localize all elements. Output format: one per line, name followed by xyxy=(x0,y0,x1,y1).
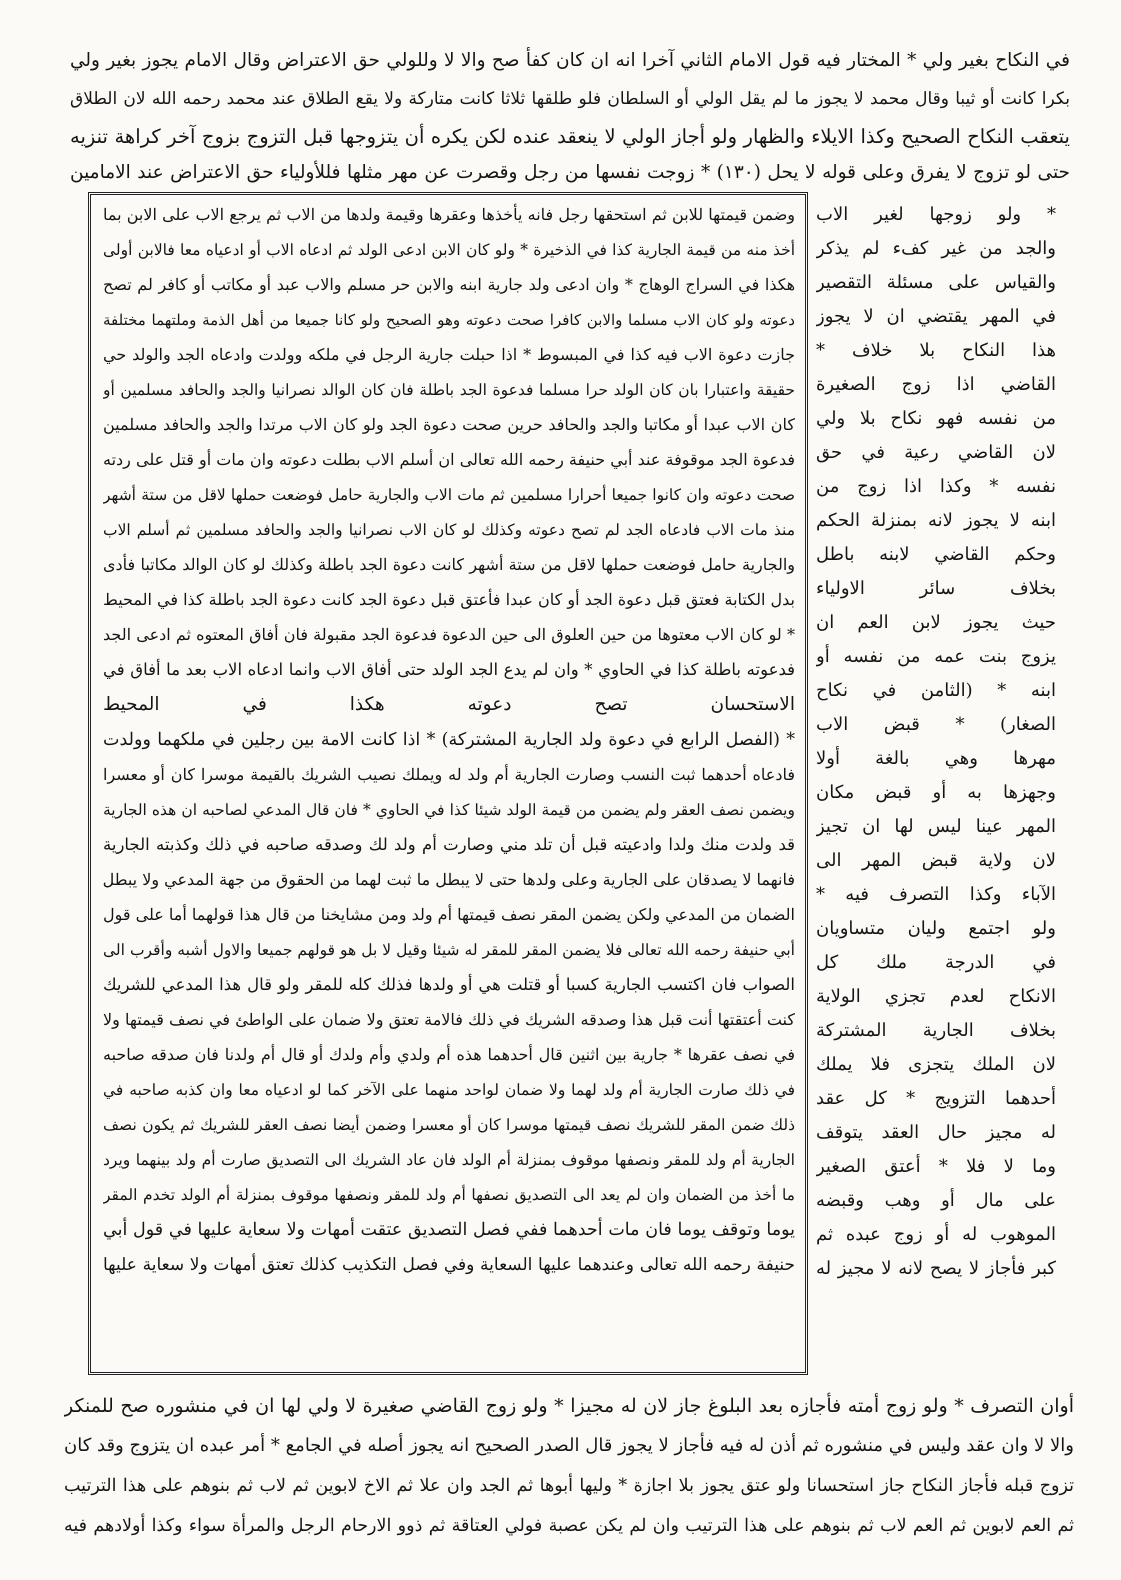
text-line: القاضي اذا زوج الصغيرة xyxy=(816,374,1056,395)
text-line: فانهما لا يصدقان على الجارية وعلى ولدها حتى لا يبطل ما ثبت لهما من الحقوق من جهة المدعي ولا يبطل xyxy=(103,870,795,889)
text-line: أوان التصرف * ولو زوج أمته فأجازه بعد البلوغ جاز لان له مجيزا * ولو زوج القاضي صغيرة لا ولي لها ان في منشوره صح للمنكر xyxy=(64,1395,1074,1417)
text-line: قد ولدت منك ولدا وادعيته قبل أن تلد مني وصارت أم ولد لك وصدقه صاحبه في ذلك وكذبته الجارية xyxy=(103,835,795,854)
text-line: الصواب فان اكتسب الجارية كسبا أو قتلت هي أو ولدها فذلك كله للمقر ولو قال هذا المدعي للشريك xyxy=(103,975,795,994)
text-line: أحدهما التزويج * كل عقد xyxy=(816,1088,1056,1109)
text-line: هذا النكاح بلا خلاف * xyxy=(816,340,1056,361)
text-line: وضمن قيمتها للابن ثم استحقها رجل فانه يأخذها وعقرها وقيمة ولدها من الاب ثم يرجع الاب على الابن بما xyxy=(103,205,795,224)
text-line: والقياس على مسئلة التقصير xyxy=(816,272,1056,293)
text-line: جازت دعوة الاب فيه كذا في المبسوط * اذا حبلت جارية الرجل في ملكه وولدت وادعاه الجد والولد حي xyxy=(103,345,795,364)
text-line: ويضمن نصف العقر ولم يضمن من قيمة الولد شيئا كذا في الحاوي * فان قال المدعي لصاحبه ان هذه الجارية xyxy=(103,801,795,819)
text-line: * ولو زوجها لغير الاب xyxy=(816,204,1056,225)
text-line: له مجيز حال العقد يتوقف xyxy=(816,1122,1056,1143)
text-line: كبر فأجاز لا يصح لانه لا مجيز له xyxy=(816,1258,1056,1279)
text-line: حنيفة رحمه الله تعالى وعندهما عليها السعاية وفي فصل التكذيب كذلك تعتق أمهات ولا سعاية عليها xyxy=(103,1255,795,1275)
text-line: فدعوة الجد موقوفة عند أبي حنيفة رحمه الله تعالى ان أسلم الاب بطلت دعوته وان مات أو قتل على ردته xyxy=(103,450,795,469)
text-line: حتى لو تزوج لا يفرق وعلى قوله لا يحل (١٣٠) * زوجت نفسها من رجل وقصرت عن مهر مثلها فللأولياء حق الاعتراض عند الامامين xyxy=(70,162,1070,183)
text-line: منذ مات الاب فادعاه الجد لم تصح دعوته وكذلك لو كان الاب نصرانيا والجد والحافد مسلمين ثم أسلم الاب xyxy=(103,521,795,539)
text-line: فدعوته باطلة كذا في الحاوي * وان لم يدع الجد الولد حتى أفاق الاب وانما ادعاه الاب بعد ما أفاق في xyxy=(103,660,795,679)
text-line: بدل الكتابة فعتق قبل دعوة الجد أو كان عبدا فأعتق قبل دعوة الجد كانت دعوة الجد باطلة كذا في المحيط xyxy=(103,590,795,609)
text-line: الانكاح لعدم تجزي الولاية xyxy=(816,986,1056,1007)
text-line: وجهزها به أو قبض مكان xyxy=(816,782,1056,803)
text-line: الصغار) * قبض الاب xyxy=(816,714,1056,735)
text-line: مهرها وهي بالغة أولا xyxy=(816,748,1056,769)
text-line: كان الاب عبدا أو مكاتبا والجد والحافد حرين صحت دعوة الجد ولو كان الاب مرتدا والجد والحافد مسلمين xyxy=(103,415,795,434)
text-line: يزوج بنت عمه من نفسه أو xyxy=(816,646,1056,667)
text-line: الاستحسان تصح دعوته هكذا في المحيط xyxy=(103,694,795,715)
text-line: في النكاح بغير ولي * المختار فيه قول الامام الثاني آخرا انه ان كان كفأ صح والا لا وللولي حق الاعتراض وقال الامام يجوز بغير ولي xyxy=(70,50,1070,71)
text-line: نفسه * وكذا اذا زوج من xyxy=(816,476,1056,497)
text-line: والجارية حامل فوضعت حملها لاقل من ستة أشهر كانت دعوة الجد باطلة وكذلك لو كان الوالد مكاتبا فأدى xyxy=(103,555,795,574)
text-line: في الدرجة ملك كل xyxy=(816,952,1056,973)
text-line: لان القاضي رعية في حق xyxy=(816,442,1056,463)
text-line: هكذا في السراج الوهاج * وان ادعى ولد جارية ابنه والابن حر مسلم والاب عبد أو مكاتب أو كافر لم تصح xyxy=(103,275,795,294)
text-line: دعوته ولو كان الاب مسلما والابن كافرا صحت دعوته وهو الصحيح ولو كانا جميعا من أهل الذمة وملتهما مختلفة xyxy=(103,311,795,329)
text-line: في المهر يقتضي ان لا يجوز xyxy=(816,306,1056,327)
text-line: تزوج قبله فأجاز النكاح جاز استحسانا ولو عتق يجوز بلا اجازة * وليها أبوها ثم الجد وان علا ثم الاخ لابوين ثم لاب ثم بنوهم على هذا الترتيب xyxy=(64,1476,1074,1496)
text-line: الجارية أم ولد للمقر ونصفها موقوف بمنزلة أم الولد فان عاد الشريك الى التصديق صارت أم ولد بينهما ويرد xyxy=(103,1151,795,1169)
text-line: ولو اجتمع وليان متساويان xyxy=(816,918,1056,939)
text-line: يتعقب النكاح الصحيح وكذا الايلاء والظهار ولو أجاز الولي لا ينعقد عنده لكن يكره أن يتزوجها قبل التزوج بزوج آخر كراهة تنزيه xyxy=(70,125,1070,148)
text-line: الآباء وكذا التصرف فيه * xyxy=(816,884,1056,905)
text-line: في نصف عقرها * جارية بين اثنين قال أحدهما هذه أم ولدي وأم ولدك أو قال أم ولدنا فان صدقه صاحبه xyxy=(103,1045,795,1064)
text-line: * لو كان الاب معتوها من حين العلوق الى حين الدعوة فدعوة الجد مقبولة فان أفاق المعتوه ثم ادعى الجد xyxy=(103,625,795,644)
text-line: فادعاه أحدهما ثبت النسب وصارت الجارية أم ولد له ويملك نصيب الشريك بالقيمة موسرا كان أو معسرا xyxy=(103,765,795,784)
text-line: لان ولاية قبض المهر الى xyxy=(816,850,1056,871)
text-line: بكرا كانت أو ثيبا وقال محمد لا يجوز ما لم يقل الولي أو السلطان فلو طلقها ثلاثا كانت متاركة ولا يقع الطلاق عند محمد رحمه الله لان الطلاق xyxy=(70,89,1070,109)
text-line: بخلاف سائر الاولياء xyxy=(816,578,1056,599)
text-line: ثم العم لابوين ثم العم لاب ثم بنوهم على هذا الترتيب وان لم يكن عصبة فولي العتاقة ثم ذوو الارحام الرجل والمرأة سواء وكذا أولادهم فيه xyxy=(64,1516,1074,1536)
text-line: يوما وتوقف يوما فان مات أحدهما ففي فصل التصديق عتقت أمهات ولا سعاية عليها في قول أبي xyxy=(103,1220,795,1240)
text-line: ابنه * (الثامن في نكاح xyxy=(816,680,1056,701)
text-line: على مال أو وهب وقبضه xyxy=(816,1190,1056,1211)
text-line: حيث يجوز لابن العم ان xyxy=(816,612,1056,633)
text-line: ما أخذ من الضمان وان لم يعد الى التصديق نصفها أم ولد للمقر ونصفها موقوف بمنزلة أم الولد تخدم المقر xyxy=(103,1186,795,1204)
text-line: الموهوب له أو زوج عبده ثم xyxy=(816,1224,1056,1245)
text-line: حقيقة واعتبارا بان كان الولد حرا مسلما فدعوة الجد باطلة فان كان الوالد نصرانيا والجد والحافد مسلمين أو xyxy=(103,381,795,399)
text-line: والا لا وان عقد وليس في منشوره ثم أذن له فيه فأجاز لا يجوز قال الصدر الصحيح انه يجوز أصله في الجامع * أمر عبده ان يتزوج وقد كان xyxy=(64,1435,1074,1456)
text-line: صحت دعوته وان كانوا جميعا أحرارا مسلمين ثم مات الاب والجارية حامل فوضعت حملها لاقل من ستة أشهر xyxy=(103,486,795,504)
text-line: بخلاف الجارية المشتركة xyxy=(816,1020,1056,1041)
text-line: أبي حنيفة رحمه الله تعالى فلا يضمن المقر للمقر له شيئا وقيل لا بل هو قولهم جميعا والاول أشبه وأقرب الى xyxy=(103,941,795,959)
text-line: من نفسه فهو نكاح بلا ولي xyxy=(816,408,1056,429)
text-line: والجد من غير كفء لم يذكر xyxy=(816,238,1056,259)
text-line: المهر عينا ليس لها ان تجيز xyxy=(816,816,1056,837)
text-line: وحكم القاضي لابنه باطل xyxy=(816,544,1056,565)
text-line: ابنه لا يجوز لانه بمنزلة الحكم xyxy=(816,510,1056,531)
text-line: * (الفصل الرابع في دعوة ولد الجارية المشتركة) * اذا كانت الامة بين رجلين في ملكهما وولدت xyxy=(103,730,795,750)
text-line: في ذلك صارت الجارية أم ولد لهما ولا ضمان لواحد منهما على الآخر كما لو ادعياه معا وان كذبه صاحبه في xyxy=(103,1081,795,1099)
text-line: أخذ منه من قيمة الجارية كذا في الذخيرة * ولو كان الابن ادعى الولد ثم ادعاه الاب أو ادعياه معا فالابن أولى xyxy=(103,241,795,259)
text-line: وما لا فلا * أعتق الصغير xyxy=(816,1156,1056,1177)
text-line: لان الملك يتجزى فلا يملك xyxy=(816,1054,1056,1075)
text-line: ذلك ضمن المقر للشريك نصف قيمتها موسرا كان أو معسرا وضمن أيضا نصف العقر للشريك ثم يكون نصف xyxy=(103,1116,795,1134)
text-line: كنت أعتقتها أنت قبل هذا وصدقه الشريك في ذلك فالامة تعتق ولا ضمان على الواطئ في نصف قيمتها ولا xyxy=(103,1010,795,1029)
text-line: الضمان من المدعي ولكن يضمن المقر نصف قيمتها أم ولد ومن مشايخنا من قال هذا قولهما أما على قول xyxy=(103,905,795,924)
